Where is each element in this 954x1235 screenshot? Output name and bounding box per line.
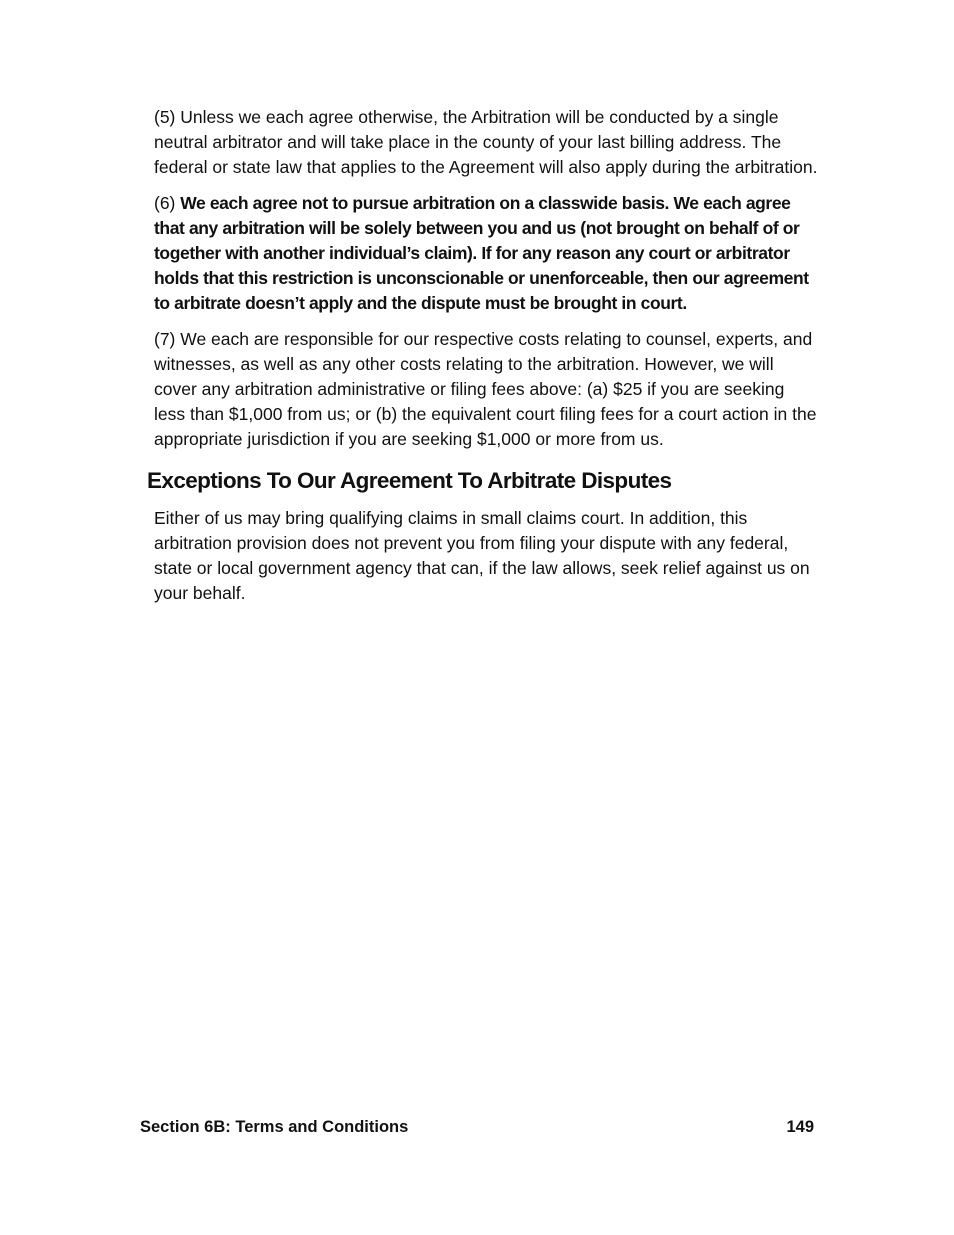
paragraph-6: [154, 191, 818, 316]
footer-page-number: 149: [786, 1118, 814, 1136]
paragraph-5: (5) Unless we each agree otherwise, the Arbitration will be conducted by a single neutral arbitrator and will take place in the county of your last billing address. The federal or state law that applies to the Agreement will also apply during the arbitration.: [154, 107, 818, 177]
exceptions-paragraph: Either of us may bring qualifying claims in small claims court. In addition, this arbitration provision does not prevent you from filing your dispute with any federal, state or local government agency that can, if the law allows, seek relief against us on your behalf.: [154, 508, 810, 603]
section-heading: Exceptions To Our Agreement To Arbitrate Disputes: [147, 468, 672, 493]
paragraph-7: (7) We each are responsible for our respective costs relating to counsel, experts, and witnesses, as well as any other costs relating to the arbitration. However, we will cover any arbitration administrative or filing fees above: (a) $25 if you are seeking less than $1,000 from us; or (b) the equivalent court filing fees for a court action in the appropriate jurisdiction if you are seeking $1,000 or more from us.: [154, 329, 817, 449]
paragraph-6-bold-text: We each agree not to pursue arbitration on a classwide basis. We each agree that any arbitration will be solely between you and us (not brought on behalf of or together with another individual’s claim). If for any reason any court or arbitrator holds that this restriction is unconscionable or unenforceable, then our agreement to arbitrate doesn’t apply and the dispute must be brought in court.: [154, 193, 809, 313]
footer-section-title: Section 6B: Terms and Conditions: [140, 1118, 409, 1136]
page-footer: [140, 1115, 814, 1139]
paragraph-6-prefix: (6): [154, 193, 181, 213]
page-content: [147, 105, 818, 617]
